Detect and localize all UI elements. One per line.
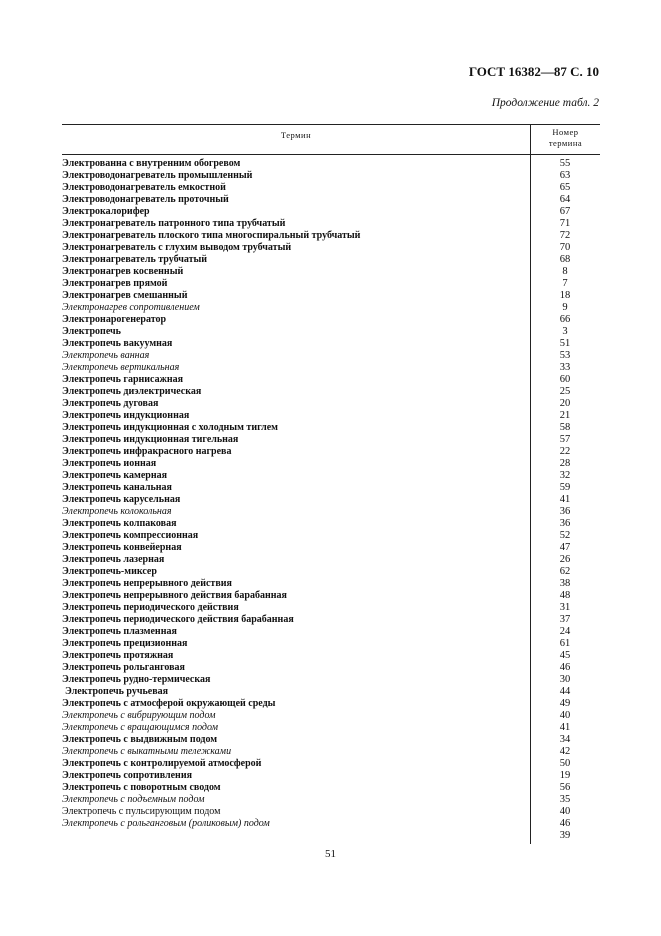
table-row <box>62 734 600 746</box>
page-number: 51 <box>325 848 336 860</box>
term-cell: Электропечь индукционная с холодным тиглем <box>62 422 278 433</box>
table-row <box>62 446 600 458</box>
table-row <box>62 326 600 338</box>
table-row <box>62 410 600 422</box>
term-cell: Электропечь диэлектрическая <box>62 386 202 397</box>
table-row <box>62 626 600 638</box>
table-row <box>62 242 600 254</box>
term-number-cell: 47 <box>559 542 571 553</box>
term-number-cell: 22 <box>559 446 571 457</box>
term-cell: Электропечь с выкатными тележками <box>62 746 232 757</box>
term-number-cell: 34 <box>559 734 571 745</box>
table-row <box>62 374 600 386</box>
table-row <box>62 302 600 314</box>
term-number-cell: 44 <box>559 686 571 697</box>
term-cell: Электропечь канальная <box>62 482 172 493</box>
table-row <box>62 422 600 434</box>
term-cell: Электропечь прецизионная <box>62 638 188 649</box>
term-cell: Электропечь с атмосферой окружающей среды <box>62 698 276 709</box>
term-number-cell: 72 <box>559 230 571 241</box>
term-cell: Электропечь индукционная <box>62 410 190 421</box>
document-header-title: ГОСТ 16382—87 С. 10 <box>468 64 599 79</box>
table-row <box>62 158 600 170</box>
table-row <box>62 350 600 362</box>
table-row <box>62 674 600 686</box>
term-cell: Электропечь с вращающимся подом <box>62 722 218 733</box>
table-row <box>62 806 600 818</box>
term-number-cell: 53 <box>559 350 571 361</box>
term-number-cell: 26 <box>559 554 571 565</box>
term-cell: Электропечь периодического действия <box>62 602 239 613</box>
term-number-cell: 66 <box>559 314 571 325</box>
term-number-cell: 20 <box>559 398 571 409</box>
table-row <box>62 254 600 266</box>
term-cell: Электропечь инфракрасного нагрева <box>62 446 232 457</box>
column-header-number <box>531 127 600 149</box>
term-number-cell: 41 <box>559 722 571 733</box>
column-header-term: Термин <box>280 130 312 140</box>
table-row <box>62 770 600 782</box>
table-row <box>62 710 600 722</box>
term-number-cell: 61 <box>559 638 571 649</box>
term-cell: Электропечь с поворотным сводом <box>62 782 221 793</box>
table-row <box>62 338 600 350</box>
term-cell: Электропечь вакуумная <box>62 338 173 349</box>
term-number-cell: 45 <box>559 650 571 661</box>
term-cell: Электронагреватель трубчатый <box>62 254 208 265</box>
term-cell: Электропечь индукционная тигельная <box>62 434 239 445</box>
table-row <box>62 602 600 614</box>
column-header-number-line2: термина <box>548 138 583 148</box>
table-top-rule <box>62 124 600 125</box>
term-number-cell: 7 <box>562 278 568 289</box>
term-number-cell: 19 <box>559 770 571 781</box>
term-cell: Электропечь сопротивления <box>62 770 192 781</box>
table-row <box>62 662 600 674</box>
term-cell: Электрованна с внутренним обогревом <box>62 158 241 169</box>
term-cell: Электроводонагреватель промышленный <box>62 170 253 181</box>
term-cell: Электропечь с рольганговым (роликовым) подом <box>62 818 270 829</box>
term-number-cell: 41 <box>559 494 571 505</box>
term-cell: Электроводонагреватель проточный <box>62 194 229 205</box>
term-number-cell: 56 <box>559 782 571 793</box>
term-cell: Электропечь протяжная <box>62 650 174 661</box>
term-number-cell: 30 <box>559 674 571 685</box>
table-row <box>62 566 600 578</box>
table-row <box>62 530 600 542</box>
term-number-cell: 32 <box>559 470 571 481</box>
table-row <box>62 434 600 446</box>
term-cell: Электропечь гарнисажная <box>62 374 184 385</box>
term-cell: Электропечь с контролируемой атмосферой <box>62 758 262 769</box>
table-row <box>62 182 600 194</box>
term-cell: Электропечь непрерывного действия барабанная <box>62 590 287 601</box>
term-number-cell: 9 <box>562 302 568 313</box>
term-number-cell: 8 <box>562 266 568 277</box>
term-cell: Электропечь ионная <box>62 458 157 469</box>
term-number-cell: 65 <box>559 182 571 193</box>
column-header-number-line1: Номер <box>552 127 579 137</box>
term-number-cell: 59 <box>559 482 571 493</box>
term-cell: Электронагрев сопротивлением <box>62 302 200 313</box>
table-row <box>62 218 600 230</box>
term-number-cell: 46 <box>559 662 571 673</box>
term-number-cell: 50 <box>559 758 571 769</box>
table-row <box>62 278 600 290</box>
term-number-cell: 28 <box>559 458 571 469</box>
term-number-cell: 64 <box>559 194 571 205</box>
term-number-cell: 40 <box>559 710 571 721</box>
term-cell: Электропечь <box>62 326 121 337</box>
term-cell: Электропечь лазерная <box>62 554 165 565</box>
term-number-cell: 46 <box>559 818 571 829</box>
term-number-cell: 21 <box>559 410 571 421</box>
term-cell: Электропечь рольганговая <box>62 662 185 673</box>
table-row <box>62 458 600 470</box>
term-number-cell: 37 <box>559 614 571 625</box>
term-cell: Электропечь колокольная <box>62 506 172 517</box>
term-cell: Электропечь карусельная <box>62 494 181 505</box>
term-number-cell: 40 <box>559 806 571 817</box>
table-row <box>62 206 600 218</box>
table-row <box>62 650 600 662</box>
term-cell: Электронагрев прямой <box>62 278 168 289</box>
term-number-cell: 33 <box>559 362 571 373</box>
term-number-cell: 38 <box>559 578 571 589</box>
table-row <box>62 782 600 794</box>
table-row <box>62 230 600 242</box>
term-cell: Электропечь периодического действия барабанная <box>62 614 294 625</box>
table-row <box>62 494 600 506</box>
table-row <box>62 482 600 494</box>
term-number-cell: 35 <box>559 794 571 805</box>
term-cell: Электропечь с выдвижным подом <box>62 734 218 745</box>
term-cell: Электронагреватель с глухим выводом трубчатый <box>62 242 292 253</box>
term-number-cell: 71 <box>559 218 571 229</box>
table-row <box>62 386 600 398</box>
table-row <box>62 578 600 590</box>
term-number-cell: 25 <box>559 386 571 397</box>
term-cell: Электронагреватель патронного типа трубчатый <box>62 218 286 229</box>
table-row <box>62 638 600 650</box>
term-number-cell: 36 <box>559 506 571 517</box>
term-cell: Электропечь с вибрирующим подом <box>62 710 216 721</box>
term-number-cell: 42 <box>559 746 571 757</box>
term-number-cell: 55 <box>559 158 571 169</box>
term-number-cell: 3 <box>562 326 568 337</box>
term-cell: Электропечь ручьевая <box>65 686 169 697</box>
table-row <box>62 194 600 206</box>
term-cell: Электронагрев косвенный <box>62 266 184 277</box>
term-cell: Электрокалорифер <box>62 206 150 217</box>
term-cell: Электропечь компрессионная <box>62 530 199 541</box>
term-cell: Электропечь рудно-термическая <box>62 674 211 685</box>
term-cell: Электропечь дуговая <box>62 398 159 409</box>
term-number-cell: 48 <box>559 590 571 601</box>
table-row <box>62 266 600 278</box>
term-cell: Электропечь ванная <box>62 350 150 361</box>
term-number-cell: 52 <box>559 530 571 541</box>
table-row <box>62 362 600 374</box>
term-cell: Электропечь с пульсирующим подом <box>62 806 221 817</box>
term-cell: Электропечь камерная <box>62 470 168 481</box>
term-number-cell: 36 <box>559 518 571 529</box>
term-number-cell: 58 <box>559 422 571 433</box>
table-row <box>62 746 600 758</box>
table-row <box>62 698 600 710</box>
term-cell: Электропечь непрерывного действия <box>62 578 232 589</box>
table-row <box>62 614 600 626</box>
table-row <box>62 830 600 842</box>
table-row <box>62 518 600 530</box>
table-row <box>62 758 600 770</box>
term-cell: Электронагреватель плоского типа многоспиральный трубчатый <box>62 230 361 241</box>
term-number-cell: 70 <box>559 242 571 253</box>
term-number-cell: 68 <box>559 254 571 265</box>
term-number-cell: 18 <box>559 290 571 301</box>
term-number-cell: 51 <box>559 338 571 349</box>
table-row <box>62 554 600 566</box>
term-cell: Электропечь с подъемным подом <box>62 794 205 805</box>
table-row <box>62 290 600 302</box>
table-row <box>62 794 600 806</box>
table-row <box>62 686 600 698</box>
term-number-cell: 67 <box>559 206 571 217</box>
term-cell: Электронагрев смешанный <box>62 290 188 301</box>
term-cell: Электропечь конвейерная <box>62 542 182 553</box>
term-number-cell: 60 <box>559 374 571 385</box>
term-cell: Электронарогенератор <box>62 314 167 325</box>
term-cell: Электроводонагреватель емкостной <box>62 182 226 193</box>
term-cell: Электропечь плазменная <box>62 626 177 637</box>
term-number-cell: 31 <box>559 602 571 613</box>
table-row <box>62 470 600 482</box>
table-row <box>62 314 600 326</box>
table-body <box>62 158 600 842</box>
table-continuation-caption: Продолжение табл. 2 <box>491 97 599 109</box>
term-number-cell: 62 <box>559 566 571 577</box>
term-cell: Электропечь колпаковая <box>62 518 177 529</box>
table-row <box>62 722 600 734</box>
term-number-cell: 49 <box>559 698 571 709</box>
term-number-cell: 24 <box>559 626 571 637</box>
table-row <box>62 590 600 602</box>
term-cell: Электропечь-миксер <box>62 566 157 577</box>
term-cell: Электропечь вертикальная <box>62 362 180 373</box>
table-row <box>62 506 600 518</box>
table-row <box>62 170 600 182</box>
table-header-rule <box>62 154 600 155</box>
term-number-cell: 63 <box>559 170 571 181</box>
term-number-cell: 57 <box>559 434 571 445</box>
table-row <box>62 542 600 554</box>
terms-table <box>62 124 600 844</box>
term-number-cell: 39 <box>559 830 571 841</box>
table-row <box>62 818 600 830</box>
table-row <box>62 398 600 410</box>
